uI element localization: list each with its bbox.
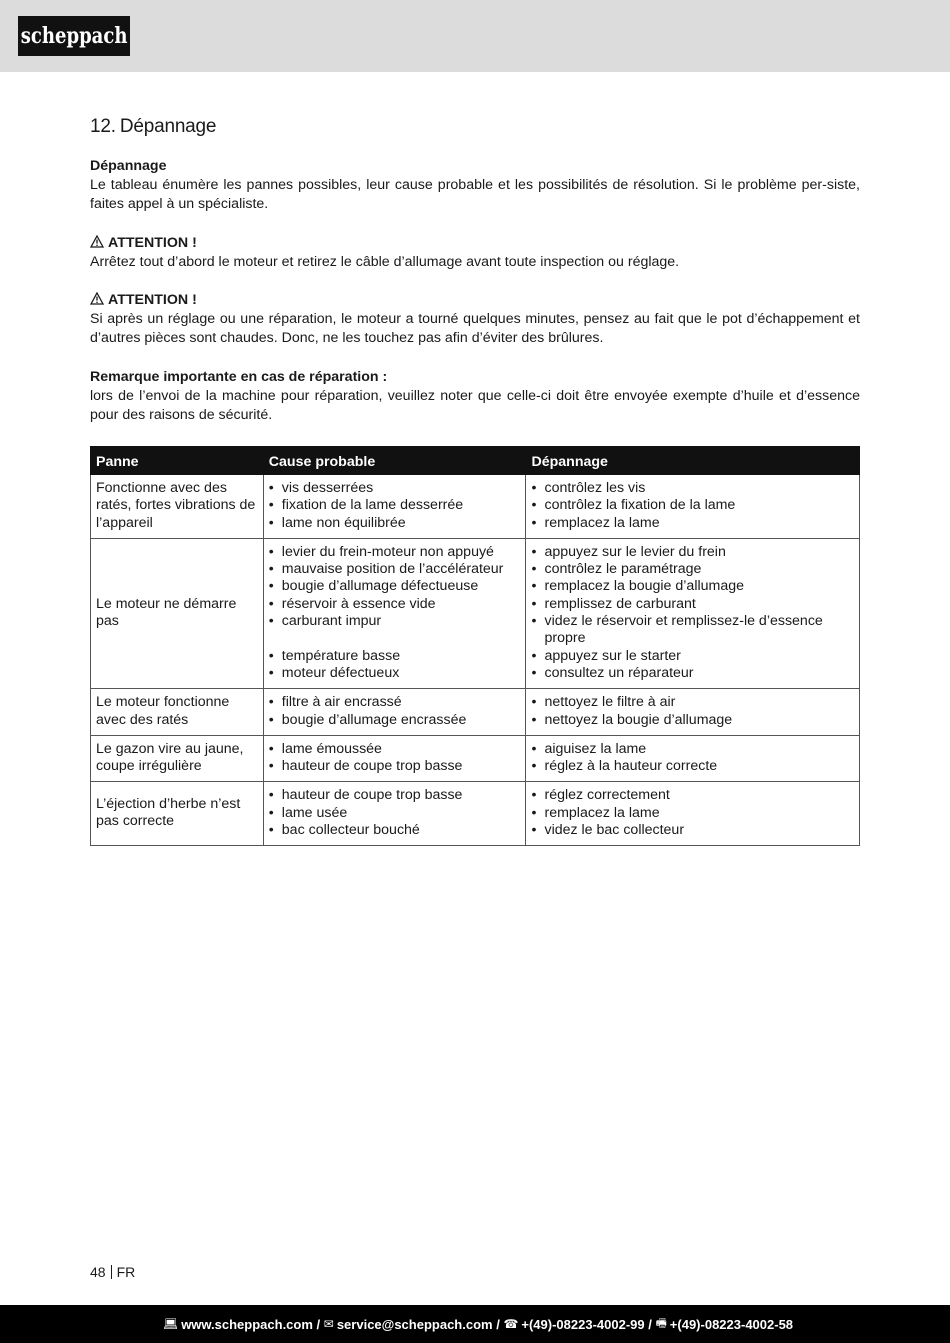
list-item: • carburant impur [269,613,522,630]
table-header-row [91,447,860,475]
page-separator [111,1265,112,1279]
intro-text: Le tableau énumère les pannes possibles, leur cause probable et les possibilités de résolution. Si le problème per-siste, faites appel à un spécialiste. [90,177,860,213]
footer-separator: / [644,1316,656,1332]
table-row [91,475,860,539]
intro-block [90,157,860,215]
list-item: • hauteur de coupe trop basse [269,787,522,804]
cause-cell [263,735,526,782]
list-item: • filtre à air encrassé [269,694,522,711]
list-item: • videz le bac collecteur [531,822,855,839]
troubleshooting-table [90,446,860,846]
panne-cell: Le moteur ne démarre pas [91,538,264,688]
header-band [0,0,950,72]
list-item: • contrôlez le paramétrage [531,561,855,578]
phone-icon: ☎ [503,1317,519,1331]
panne-cell: L’éjection d’herbe n’est pas correcte [91,782,264,846]
remark-block [90,368,860,426]
email-link[interactable]: service@scheppach.com [336,1316,493,1332]
list-item: • nettoyez le filtre à air [531,694,855,711]
list-item: • moteur défectueux [269,665,522,682]
fax-icon: 🖷︎ [655,1315,667,1330]
list-item: • bougie d’allumage défectueuse [269,578,522,595]
list-item: • contrôlez la fixation de la lame [531,497,855,514]
cause-cell [263,538,526,688]
list-item: • contrôlez les vis [531,480,855,497]
table-row [91,689,860,736]
warning-icon [90,292,104,305]
cause-cell [263,689,526,736]
footer-separator: / [312,1316,324,1332]
list-item: • remplacez la lame [531,805,855,822]
footer-separator: / [492,1316,504,1332]
warning-label: ATTENTION ! [108,234,197,251]
column-header-panne: Panne [91,447,264,475]
main-content [90,116,860,444]
list-item: • bougie d’allumage encrassée [269,712,522,729]
list-item: • lame non équilibrée [269,515,522,532]
warning-label: ATTENTION ! [108,292,197,309]
panne-cell: Fonctionne avec des ratés, fortes vibrations de l’appareil [91,475,264,539]
list-item: • réglez correctement [531,787,855,804]
list-item: • vis desserrées [269,480,522,497]
page-number: 48 FR [90,1264,136,1280]
list-item: • lame usée [269,805,522,822]
list-item: • appuyez sur le starter [531,648,855,665]
remedy-cell [526,475,860,539]
table-row [91,735,860,782]
list-item: • consultez un réparateur [531,665,855,682]
table-row [91,782,860,846]
remedy-cell [526,782,860,846]
website-link[interactable]: www.scheppach.com [181,1316,313,1332]
warning-text: Si après un réglage ou une réparation, le moteur a tourné quelques minutes, pensez au fait que le pot d’échappement et d’autres pièces sont chaudes. Donc, ne les touchez pas afin d’éviter des brûlures. [90,311,860,347]
list-item: • bac collecteur bouché [269,822,522,839]
list-item: • hauteur de coupe trop basse [269,758,522,775]
list-item: • nettoyez la bougie d’allumage [531,712,855,729]
warning-block-1 [90,234,860,272]
panne-cell: Le moteur fonctionne avec des ratés [91,689,264,736]
list-item: • remplissez de carburant [531,596,855,613]
list-item: • appuyez sur le levier du frein [531,544,855,561]
mail-icon: ✉︎ [323,1317,334,1331]
panne-cell: Le gazon vire au jaune, coupe irrégulière [91,735,264,782]
cause-cell [263,782,526,846]
footer-bar [0,1305,950,1343]
section-title: 12. Dépannage [90,116,217,137]
warning-icon [90,235,104,248]
table-row [91,538,860,688]
list-item: • remplacez la lame [531,515,855,532]
list-item: • aiguisez la lame [531,741,855,758]
column-header-cause: Cause probable [263,447,526,475]
column-header-depannage: Dépannage [526,447,860,475]
cause-cell [263,475,526,539]
remark-heading: Remarque importante en cas de réparation : [90,368,388,385]
list-item: • remplacez la bougie d’allumage [531,578,855,595]
list-item: • température basse [269,648,522,665]
computer-icon: 💻︎ [162,1317,179,1331]
remark-text: lors de l’envoi de la machine pour réparation, veuillez noter que celle-ci doit être envoyée exempte d’huile et d’essence pour des raisons de sécurité. [90,387,860,424]
list-item: • mauvaise position de l’accélérateur [269,561,522,578]
remedy-cell [526,735,860,782]
list-item: • videz le réservoir et remplissez-le d’essence propre [531,613,855,648]
remedy-cell [526,538,860,688]
list-item: • fixation de la lame desserrée [269,497,522,514]
fax-number: +(49)-08223-4002-58 [669,1316,794,1332]
list-item: • réglez à la hauteur correcte [531,758,855,775]
remedy-cell [526,689,860,736]
scheppach-logo: scheppach [18,16,130,56]
list-item: • lame émoussée [269,741,522,758]
intro-heading: Dépannage [90,158,167,174]
warning-block-2 [90,291,860,349]
warning-text: Arrêtez tout d’abord le moteur et retirez le câble d’allumage avant toute inspection ou réglage. [90,253,680,270]
phone-number: +(49)-08223-4002-99 [521,1316,645,1332]
list-item: • levier du frein-moteur non appuyé [269,544,522,561]
list-item: • réservoir à essence vide [269,596,522,613]
